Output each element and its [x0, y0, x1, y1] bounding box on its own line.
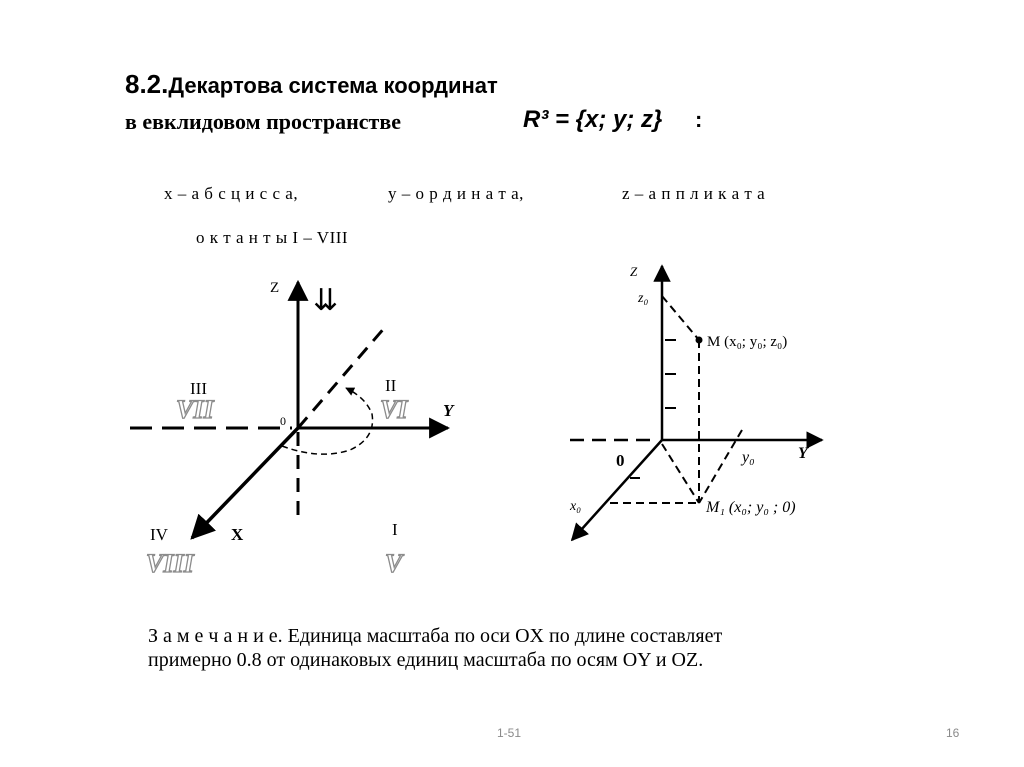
octant-vii-label: VII	[176, 395, 214, 424]
octant-v-label: V	[385, 549, 403, 578]
left-x-negative	[298, 326, 386, 428]
x0-label: x₀	[570, 499, 582, 514]
title-line-2: в евклидовом пространстве	[125, 109, 401, 134]
right-z-label: Z	[630, 264, 638, 279]
point-m	[696, 337, 703, 344]
title-line-1: Декартова система координат	[168, 73, 498, 98]
left-origin-label: 0	[280, 414, 286, 428]
page-number: 16	[946, 726, 960, 740]
right-y-label: Y	[798, 445, 808, 462]
x-axis-name: x – а б с ц и с с а,	[164, 184, 299, 203]
slide-range: 1-51	[497, 726, 522, 740]
point-m1-label: M₁ (x₀; y₀ ; 0)	[706, 499, 796, 516]
y-axis-name: y – о р д и н а т а,	[388, 184, 524, 203]
left-y-label: Y	[443, 401, 454, 420]
remark	[148, 624, 868, 672]
double-down-arrow-icon: ⇊	[313, 284, 339, 317]
left-x-axis	[192, 428, 298, 538]
octant-i-label: I	[392, 520, 398, 539]
octant-vi-label: VI	[380, 395, 408, 424]
y0-label: y₀	[742, 449, 755, 466]
projection-origin-m1	[662, 444, 699, 503]
point-m-label: M (x₀; y₀; z₀)	[707, 334, 788, 350]
right-origin-label: 0	[616, 451, 625, 470]
remark-line-2: примерно 0.8 от одинаковых единиц масштаба по осям OY и OZ.	[148, 649, 704, 671]
left-rotation-arc	[282, 388, 373, 454]
left-z-label: Z	[270, 280, 280, 296]
octants-label: о к т а н т ы I – VIII	[196, 228, 349, 247]
octant-ii-label: II	[385, 376, 397, 395]
right-coordinate-diagram	[569, 264, 822, 540]
section-number: 8.2.	[125, 69, 169, 99]
octant-iii-label: III	[190, 379, 207, 398]
remark-line-1: З а м е ч а н и е. Единица масштаба по оси OX по длине составляет	[148, 625, 723, 647]
title-formula: R³ = {x; y; z}	[523, 106, 663, 133]
projection-z0-m	[662, 296, 699, 340]
z-axis-name: z – а п п л и к а т а	[622, 184, 766, 203]
left-x-label: X	[231, 525, 244, 544]
octant-viii-label: VIII	[146, 549, 194, 578]
left-coordinate-diagram	[130, 280, 455, 578]
title-colon: :	[695, 107, 703, 132]
octant-iv-label: IV	[150, 525, 168, 544]
z0-label: z₀	[638, 291, 649, 306]
